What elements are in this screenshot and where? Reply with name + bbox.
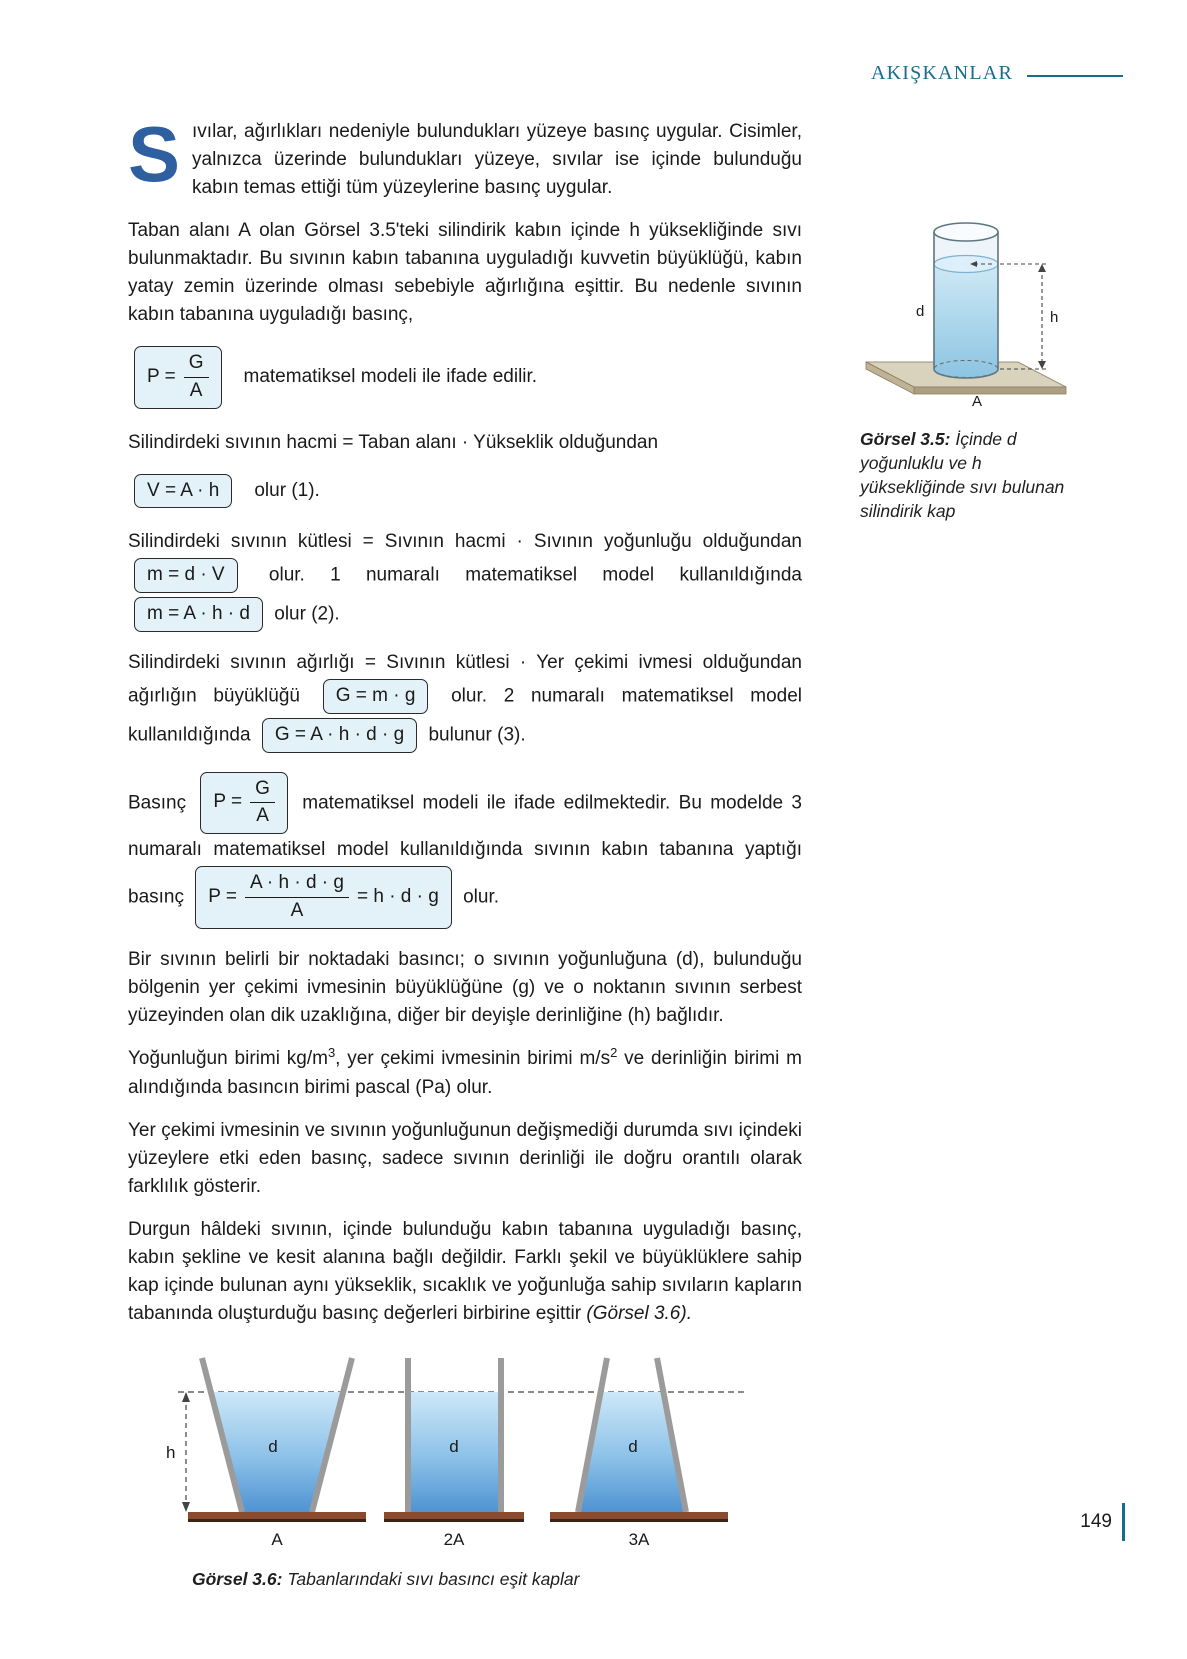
caption-text: Tabanlarındaki sıvı basıncı eşit kaplar [282,1568,580,1589]
container-3-trapezoid-widening [578,1358,686,1512]
chapter-title: AKIŞKANLAR [871,62,1013,84]
figure-reference: (Görsel 3.6). [586,1302,692,1324]
formula-box-weight-mg [323,679,429,714]
paragraph-weight [128,649,802,755]
formula-lhs: P = [147,365,176,387]
container-1-trapezoid-narrowing [202,1358,352,1512]
label-base-area: A [972,393,983,408]
superscript: 2 [610,1044,618,1060]
formula-box-pressure [134,346,222,409]
paragraph-depth-proportional: Yer çekimi ivmesinin ve sıvının yoğunluğunun değişmediği durumda sıvı içindeki yüzeylere etki eden basınç, sadece sıvının derinliği ile doğru orantılı olarak farklılık gösterir. [128,1119,802,1197]
caption-text: İçinde d yoğunluklu ve h yüksekliğinde sıvı bulunan silindirik kap [860,429,1065,521]
formula-volume-after-text: olur (1). [254,479,320,501]
figure-3-6-containers-illustration [152,1350,792,1552]
paragraph-container-shape [128,1216,802,1328]
label-density-1: d [268,1436,278,1456]
formula-box-weight-ahdg [262,718,417,753]
figure-3-5 [860,212,1082,523]
header-rule [1027,75,1123,77]
formula-row-volume [128,472,802,511]
formula-text: m = A · h · d [147,603,250,625]
intro-text: ıvılar, ağırlıkları nedeniyle bulundukları yüzeye basınç uygular. Cisimler, yalnızca üzerinde bulundukları yüzeye, sıvılar ise içinde bulunduğu kabın temas ettiği tüm yüzeylerine basınç uygular. [192,121,802,198]
label-density-2: d [449,1436,459,1456]
text-run: olur. 2 numaralı matematiksel model kullanıldığında [128,685,802,746]
container-2-rectangle [408,1358,501,1512]
figure-3-5-cylinder-illustration [860,212,1080,408]
fraction-denominator: A [256,805,269,827]
formula-text: G = A · h · d · g [274,723,405,745]
text-run: bulunur (3). [428,724,526,746]
paragraph-pressure-factors: Bir sıvının belirli bir noktadaki basıncı; o sıvının yoğunluğuna (d), bulunduğu bölgenin yer çekimi ivmesinin büyüklüğüne (g) ve o noktanın sıvının serbest yüzeyinden olan dik uzaklığına, diğer bir deyişle derinliğine (h) bağlıdır. [128,948,802,1026]
formula-text: G = m · g [335,684,416,706]
text-run: Silindirdeki sıvının kütlesi = Sıvının hacmi · Sıvının yoğunluğu olduğundan [128,531,802,553]
formula-text: V = A · h [147,479,220,501]
text-run: Durgun hâldeki sıvının, içinde bulunduğu kabın tabanına uyguladığı basınç, kabın şekline ve kesit alanına bağlı değildir. Farklı şekil ve büyüklüklere sahip kap içinde bulunan aynı yükseklik, sıcaklık ve yoğunluğa sahip sıvıların kapların tabanında oluşturduğu basınç değerleri birbirine eşittir [128,1218,802,1324]
formula-lhs: P = [208,886,237,908]
label-h: h [1050,309,1059,326]
formula-rhs: = h · d · g [356,886,439,908]
paragraph-final-pressure [128,770,802,931]
formula-box-volume [134,474,232,509]
superscript: 3 [327,1044,336,1060]
caption-title: Görsel 3.6: [192,1568,283,1589]
text-run: , yer çekimi ivmesinin birimi m/s [335,1047,611,1069]
page-number-rule [1122,1503,1125,1541]
label-density: d [916,303,925,320]
fraction [184,352,209,403]
cylinder-liquid [934,264,998,378]
text-run: matematiksel modeli ile ifade edilmektedir. Bu modelde 3 numaralı matematiksel model kullanıldığında sıvının kabın tabanına yaptığı basınç [128,791,802,908]
main-text-column [128,110,802,1591]
text-run: olur (2). [274,603,340,625]
text-run: ve derinliğin birimi m alındığında basıncın birimi pascal (Pa) olur. [128,1047,802,1098]
label-base-area-3: 3A [628,1529,650,1549]
ground-segments [188,1512,728,1522]
text-run: Basınç [128,791,187,813]
caption-title: Görsel 3.5: [860,429,951,449]
label-base-area-1: A [271,1529,283,1549]
fraction [245,872,349,923]
fraction-numerator: A · h · d · g [245,872,349,898]
page-header [871,62,1123,85]
formula-pressure-after-text: matematiksel modeli ile ifade edilir. [243,366,538,388]
formula-row-pressure [128,344,802,411]
figure-3-5-caption [860,427,1082,523]
text-run: Silindirdeki sıvının ağırlığı = Sıvının kütlesi · Yer çekimi ivmesi olduğundan ağırlığın büyüklüğü [128,651,802,707]
dropcap-letter: S [128,110,181,198]
paragraph-volume: Silindirdeki sıvının hacmi = Taban alanı · Yükseklik olduğundan [128,431,659,453]
intro-paragraph [128,110,802,202]
label-h: h [166,1442,176,1462]
fraction-denominator: A [189,379,203,401]
text-run: Yoğunluğun birimi kg/m [128,1047,328,1069]
fraction [250,778,275,829]
fraction-numerator: G [184,352,209,378]
formula-box-mass-dv [134,558,238,593]
label-base-area-2: 2A [443,1529,465,1549]
cylinder-rim [934,223,998,241]
fraction-numerator: G [250,778,275,804]
cylinder-container [934,223,998,378]
paragraph-mass [128,528,802,634]
formula-box-pressure-2 [200,772,288,835]
formula-box-mass-ahd [134,597,263,632]
formula-lhs: P = [213,791,243,813]
fraction-denominator: A [290,899,304,921]
figure-3-6 [152,1350,802,1591]
figure-3-6-caption [192,1567,802,1591]
formula-text: m = d · V [147,564,225,586]
page-footer [1080,1503,1125,1541]
paragraph-units [128,1045,802,1102]
page-number: 149 [1080,1511,1112,1532]
text-run: olur. 1 numaralı matematiksel model kullanıldığında [268,564,802,586]
label-density-3: d [628,1436,638,1456]
paragraph-cylinder-setup: Taban alanı A olan Görsel 3.5'teki silindirik kabın içinde h yüksekliğinde sıvı bulunmaktadır. Bu sıvının kabın tabanına uyguladığı kuvvetin büyüklüğü, kabın yatay zemin üzerinde olması sebebiyle ağırlığına eşittir. Bu nedenle sıvının kabın tabanına uyguladığı basınç, [128,220,802,325]
formula-box-final [195,866,452,929]
height-marker [166,1392,190,1512]
height-measure [1000,264,1058,369]
text-run: olur. [463,886,500,908]
